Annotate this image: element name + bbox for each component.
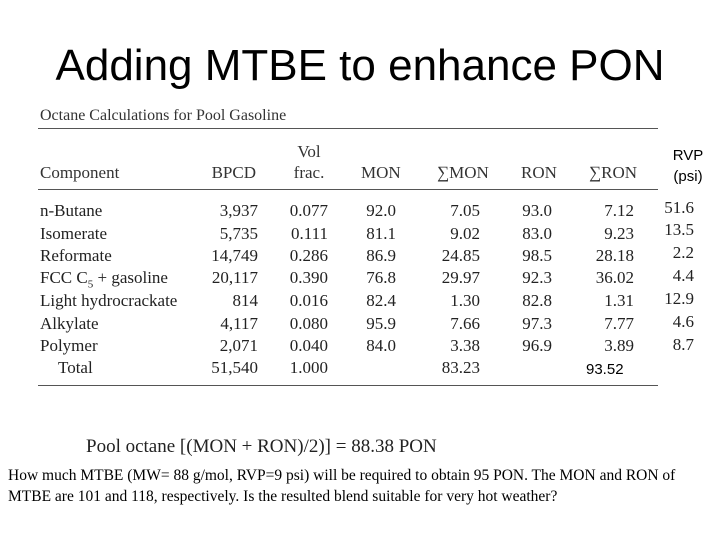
header-bpcd: BPCD [211,163,256,182]
row-mon: 81.1 [366,224,396,243]
header-sum-mon: ∑MON [437,163,489,182]
row-mon: 82.4 [366,291,396,310]
row-bpcd: 14,749 [211,246,258,265]
row-vol: 0.286 [289,246,328,265]
component-fcc-prefix: FCC C [40,268,88,287]
row-sum-mon: 3.38 [450,336,480,355]
row-vol: 0.111 [291,224,328,243]
table-bottom-rule [38,385,658,386]
row-bpcd: 814 [232,291,258,310]
rvp-header [664,145,712,187]
header-sum-ron: ∑RON [589,163,638,182]
row-sum-mon: 7.05 [450,201,480,220]
header-ron: RON [521,163,557,182]
table-top-rule [38,128,658,129]
rvp-value: 51.6 [664,198,694,217]
row-ron: 97.3 [522,314,552,333]
row-sum-mon: 7.66 [450,314,480,333]
row-bpcd: 4,117 [220,314,258,333]
rvp-value: 13.5 [664,220,694,239]
row-mon: 84.0 [366,336,396,355]
row-mon: 92.0 [366,201,396,220]
row-sum-ron: 3.89 [604,336,634,355]
slide-title: Adding MTBE to enhance PON [55,41,665,90]
row-sum-ron: 9.23 [604,224,634,243]
row-sum-mon: 29.97 [441,268,480,287]
rvp-value: 2.2 [672,243,694,262]
row-component: Polymer [40,336,98,355]
header-mon: MON [361,163,401,182]
row-vol: 0.016 [289,291,328,310]
row-ron: 83.0 [522,224,552,243]
row-ron: 93.0 [522,201,552,220]
row-component: n-Butane [40,201,103,220]
rvp-value: 4.6 [672,312,694,331]
row-sum-mon: 1.30 [450,291,480,310]
total-sum-mon: 83.23 [441,358,480,377]
row-vol: 0.077 [289,201,328,220]
component-fcc-suffix: + gasoline [93,268,168,287]
row-vol: 0.390 [289,268,328,287]
row-vol: 0.080 [289,314,328,333]
row-mon: 86.9 [366,246,396,265]
row-component: Isomerate [40,224,108,243]
row-vol: 0.040 [289,336,328,355]
pool-octane-formula: Pool octane [(MON + RON)/2)] = 88.38 PON [86,436,437,457]
row-ron: 98.5 [522,246,552,265]
row-bpcd: 20,117 [211,268,258,287]
total-bpcd: 51,540 [211,358,258,377]
table-header-rule [38,189,658,190]
row-sum-mon: 9.02 [450,224,480,243]
row-bpcd: 2,071 [219,336,258,355]
rvp-value: 8.7 [672,335,694,354]
row-bpcd: 3,937 [219,201,258,220]
row-sum-ron: 7.12 [604,201,634,220]
row-sum-ron: 36.02 [595,268,634,287]
header-component: Component [40,163,120,182]
component-fcc-subscript: 5 [87,278,94,291]
row-component: Reformate [40,246,112,265]
row-sum-ron: 28.18 [595,246,634,265]
row-bpcd: 5,735 [219,224,258,243]
rvp-header-label: RVP [672,147,704,164]
row-ron: 82.8 [522,291,552,310]
row-ron: 92.3 [522,268,552,287]
row-sum-mon: 24.85 [441,246,480,265]
rvp-value: 12.9 [664,289,694,308]
row-component: Alkylate [40,314,99,333]
row-component: Light hydrocrackate [40,291,178,310]
row-mon: 76.8 [366,268,396,287]
header-vol-frac: frac. [293,163,325,182]
total-label: Total [58,358,93,377]
row-sum-ron: 7.77 [604,314,634,333]
rvp-header-unit: (psi) [673,168,703,185]
row-mon: 95.9 [366,314,396,333]
header-vol: Vol [297,142,321,161]
rvp-value: 4.4 [672,266,694,285]
total-vol: 1.000 [289,358,328,377]
question-text: How much MTBE (MW= 88 g/mol, RVP=9 psi) will be required to obtain 95 PON. The MON and RON of MTBE are 101 and 118, respectively. Is the resulted blend suitable for very hot weather? [8,467,676,505]
row-ron: 96.9 [522,336,552,355]
total-sum-ron: 93.52 [586,361,624,378]
row-sum-ron: 1.31 [604,291,634,310]
table-caption: Octane Calculations for Pool Gasoline [40,107,287,124]
